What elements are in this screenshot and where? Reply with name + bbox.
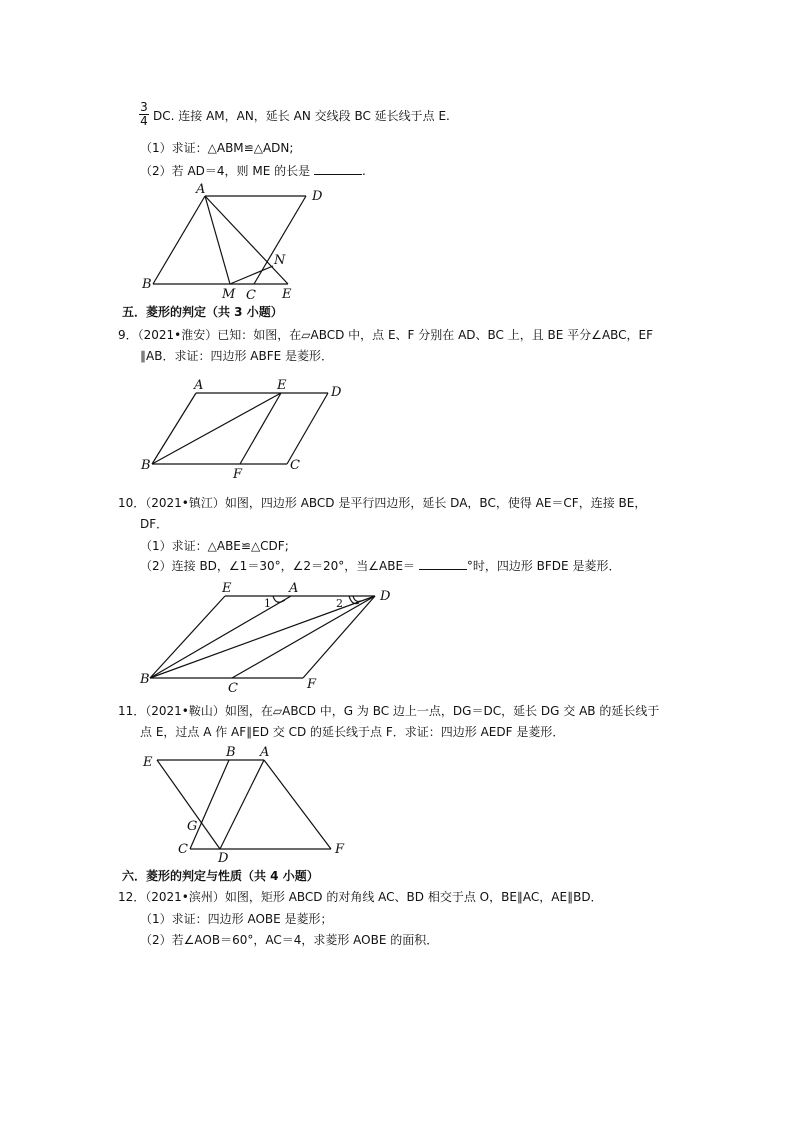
label-B: B <box>226 745 236 760</box>
label-F: F <box>335 842 345 857</box>
label-F: F <box>307 677 317 692</box>
p12-line1: 12．（2021•滨州）如图，矩形 ABCD 的对角线 AC、BD 相交于点 O，BE∥AC，AE∥BD． <box>118 890 603 904</box>
label-F: F <box>233 467 243 482</box>
section-5-heading: 五．菱形的判定（共 3 小题） <box>122 305 283 319</box>
p10-line2: DF． <box>140 517 169 531</box>
segment-af <box>264 760 331 849</box>
label-A: A <box>196 182 206 197</box>
label-M: M <box>222 287 236 302</box>
fraction-numerator: 3 <box>140 100 148 114</box>
label-A: A <box>289 581 299 596</box>
section-6-heading: 六．菱形的判定与性质（共 4 小题） <box>122 869 319 883</box>
label-D: D <box>312 189 323 204</box>
angle-label-1: 1 <box>264 597 271 610</box>
label-E: E <box>282 287 292 302</box>
label-B: B <box>142 277 152 292</box>
p10-q2-text: （2）连接 BD，∠1＝30°，∠2＝20°，当∠ABE＝ <box>140 559 416 573</box>
p12-q1: （1）求证：四边形 AOBE 是菱形； <box>140 912 333 926</box>
angle-label-2: 2 <box>336 597 343 610</box>
fraction-denominator: 4 <box>140 114 148 128</box>
label-C: C <box>178 842 188 857</box>
label-D: D <box>380 589 391 604</box>
p10-q2-end: °时，四边形 BFDE 是菱形． <box>466 559 621 573</box>
segment-ed <box>157 760 220 849</box>
label-N: N <box>274 253 286 268</box>
p10-line1: 10．（2021•镇江）如图，四边形 ABCD 是平行四边形，延长 DA，BC，使得 AE＝CF，连接 BE， <box>118 496 647 510</box>
label-C: C <box>290 458 300 473</box>
segment-ad <box>220 760 264 849</box>
label-G: G <box>187 819 198 834</box>
segment-bc <box>190 760 229 849</box>
label-B: B <box>141 458 151 473</box>
label-E: E <box>277 378 287 393</box>
p8-q1: （1）求证：△ABM≌△ADN; <box>140 141 294 155</box>
label-A: A <box>194 378 204 393</box>
p11-line2: 点 E，过点 A 作 AF∥ED 交 CD 的延长线于点 F．求证：四边形 AEDF 是菱形． <box>140 725 565 739</box>
p8-q2-text: （2）若 AD＝4，则 ME 的长是 <box>140 164 311 178</box>
label-E: E <box>222 581 232 596</box>
label-E: E <box>143 755 153 770</box>
p9-line1: 9．（2021•淮安）已知：如图，在▱ABCD 中，点 E、F 分别在 AD、BC 上，且 BE 平分∠ABC，EF <box>118 328 654 342</box>
p8-line1: DC. 连接 AM，AN，延长 AN 交线段 BC 延长线于点 E. <box>153 109 450 123</box>
label-D: D <box>331 385 342 400</box>
label-B: B <box>140 672 150 687</box>
p11-line1: 11．（2021•鞍山）如图，在▱ABCD 中，G 为 BC 边上一点，DG＝DC，延长 DG 交 AB 的延长线于 <box>118 704 660 718</box>
p9-line2: ∥AB．求证：四边形 ABFE 是菱形． <box>140 349 333 363</box>
p10-q1: （1）求证：△ABE≌△CDF; <box>140 539 289 553</box>
p8-q2-end: . <box>361 164 366 178</box>
p12-q2: （2）若∠AOB＝60°，AC＝4，求菱形 AOBE 的面积． <box>140 933 439 947</box>
label-C: C <box>228 681 238 696</box>
label-A: A <box>260 745 270 760</box>
label-D: D <box>218 851 229 866</box>
label-C: C <box>246 288 256 303</box>
